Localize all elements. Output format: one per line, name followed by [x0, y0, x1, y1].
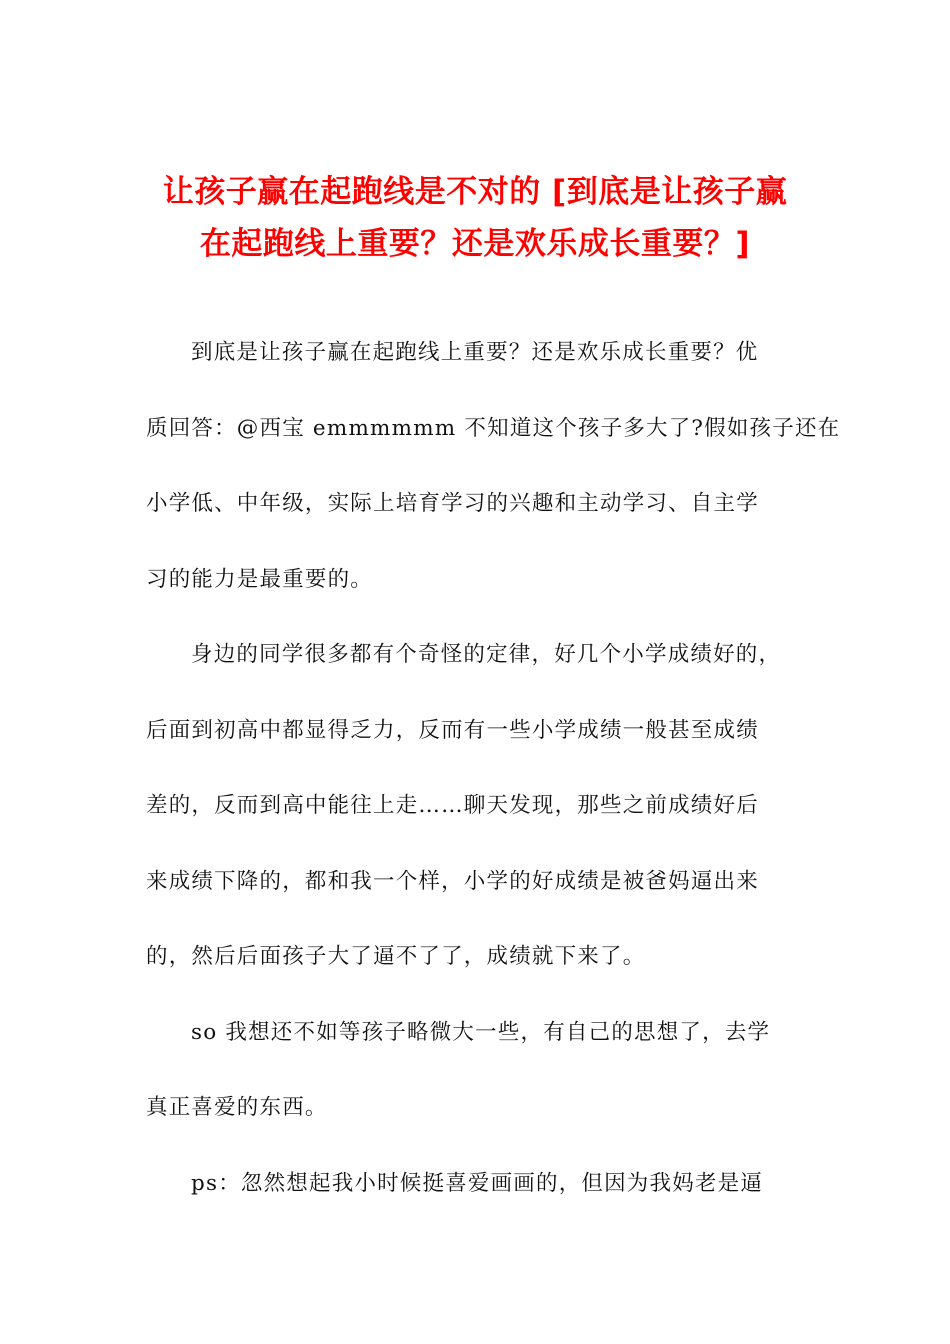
- paragraph-2: [146, 617, 796, 995]
- paragraph-line: 真正喜爱的东西。: [146, 1095, 328, 1120]
- paragraph-line: 身边的同学很多都有个奇怪的定律，好几个小学成绩好的，: [191, 642, 782, 667]
- paragraph-line: 习的能力是最重要的。: [146, 566, 374, 592]
- paragraph-line: 后面到初高中都显得乏力，反而有一些小学成绩一般甚至成绩: [146, 717, 759, 743]
- paragraph-line: 来成绩下降的，都和我一个样，小学的好成绩是被爸妈逼出来: [146, 868, 759, 894]
- title-line-2: 在起跑线上重要？还是欢乐成长重要？]: [199, 225, 751, 262]
- paragraph-line: 的，然后后面孩子大了逼不了了，成绩就下来了。: [146, 944, 646, 969]
- paragraph-line: 差的，反而到高中能往上走……聊天发现，那些之前成绩好后: [146, 793, 759, 818]
- paragraph-3: [146, 995, 796, 1146]
- paragraph-4: [146, 1146, 796, 1222]
- document-title: [130, 166, 820, 270]
- paragraph-1: [146, 315, 841, 617]
- paragraph-line: 小学低、中年级，实际上培育学习的兴趣和主动学习、自主学: [146, 491, 759, 516]
- paragraph-line: ps：忽然想起我小时候挺喜爱画画的，但因为我妈老是逼: [191, 1170, 763, 1196]
- paragraph-line: 质回答：@西宝 emmmmmm 不知道这个孩子多大了?假如孩子还在: [146, 415, 841, 441]
- paragraph-line: 到底是让孩子赢在起跑线上重要？还是欢乐成长重要？优: [191, 340, 759, 365]
- title-line-1: 让孩子赢在起跑线是不对的 [到底是让孩子赢: [162, 173, 788, 210]
- paragraph-line: so 我想还不如等孩子略微大一些，有自己的思想了，去学: [191, 1019, 771, 1045]
- document-body: [146, 315, 841, 1221]
